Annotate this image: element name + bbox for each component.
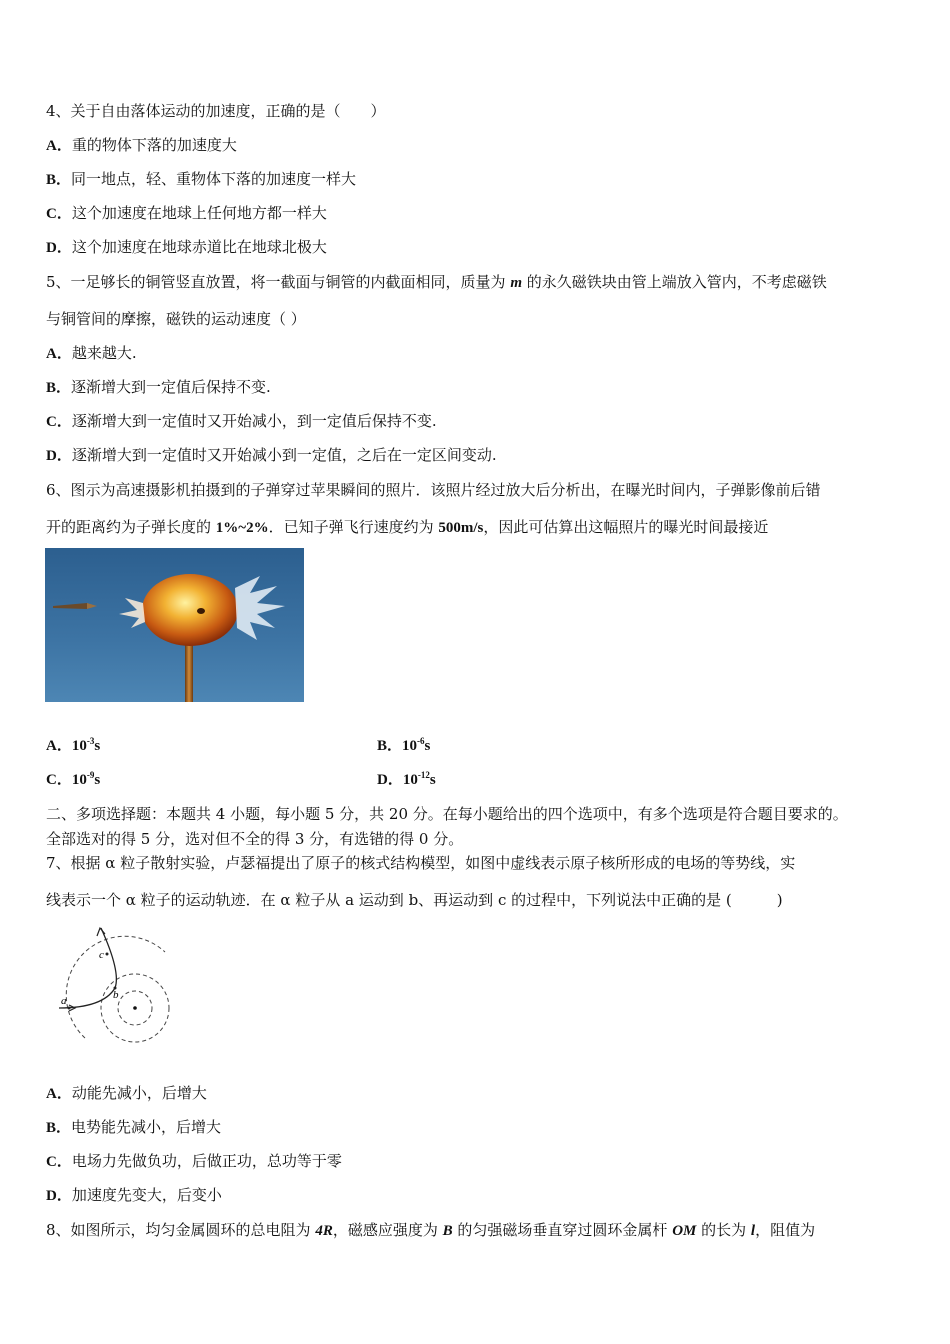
q6-option-b: B．$10^{-6}s$ bbox=[377, 736, 431, 754]
section2-heading-line2: 全部选对的得 5 分，选对但不全的得 3 分，有选错的得 0 分。 bbox=[46, 830, 464, 848]
q7-option-a: A．动能先减小，后增大 bbox=[46, 1084, 207, 1102]
label-b: b bbox=[113, 989, 119, 1001]
point-a bbox=[68, 1007, 71, 1010]
q5-option-b: B．逐渐增大到一定值后保持不变. bbox=[46, 378, 271, 396]
label-c: c bbox=[99, 949, 104, 961]
q4-option-c: C．这个加速度在地球上任何地方都一样大 bbox=[46, 204, 327, 222]
point-c bbox=[106, 953, 109, 956]
bullet-apple-photo bbox=[45, 548, 304, 702]
q6-stem-line1: 6、图示为高速摄影机拍摄到的子弹穿过苹果瞬间的照片．该照片经过放大后分析出，在曝光时间内，子弹影像前后错 bbox=[46, 481, 821, 499]
q5-option-a: A．越来越大. bbox=[46, 344, 137, 362]
q6-option-a: A．$10^{-3}s$ bbox=[46, 736, 101, 754]
q7-option-c: C．电场力先做负功，后做正功，总功等于零 bbox=[46, 1152, 342, 1170]
q7-stem-line2: 线表示一个 α 粒子的运动轨迹．在 α 粒子从 a 运动到 b、再运动到 c 的过程中，下列说法中正确的是 ( ) bbox=[46, 891, 783, 909]
q5-stem-line2: 与铜管间的摩擦，磁铁的运动速度（ ） bbox=[46, 310, 306, 328]
q6-option-c: C．$10^{-9}s$ bbox=[46, 770, 101, 788]
q4-stem: 4、关于自由落体运动的加速度，正确的是（ ） bbox=[46, 102, 386, 120]
q4-option-d: D．这个加速度在地球赤道比在地球北极大 bbox=[46, 238, 327, 256]
q5-option-d: D．逐渐增大到一定值时又开始减小到一定值，之后在一定区间变动. bbox=[46, 446, 497, 464]
q7-stem-line1: 7、根据 α 粒子散射实验，卢瑟福提出了原子的核式结构模型，如图中虚线表示原子核所形成的电场的等势线，实 bbox=[46, 854, 796, 872]
q5-stem-line1: 5、一足够长的铜管竖直放置，将一截面与铜管的内截面相同，质量为 m 的永久磁铁块由管上端放入管内，不考虑磁铁 bbox=[46, 273, 827, 291]
q4-option-b: B．同一地点，轻、重物体下落的加速度一样大 bbox=[46, 170, 357, 188]
q8-stem-line1: 8、如图所示，均匀金属圆环的总电阻为 4R，磁感应强度为 B 的匀强磁场垂直穿过圆环金属杆 OM 的长为 l，阻值为 bbox=[46, 1221, 816, 1239]
q6-option-d: D．$10^{-12}s$ bbox=[377, 770, 436, 788]
q7-option-d: D．加速度先变大，后变小 bbox=[46, 1186, 222, 1204]
q4-option-a: A．重的物体下落的加速度大 bbox=[46, 136, 237, 154]
section2-heading-line1: 二、多项选择题：本题共 4 小题，每小题 5 分，共 20 分。在每小题给出的四个选项中，有多个选项是符合题目要求的。 bbox=[46, 805, 848, 823]
alpha-trajectory bbox=[59, 928, 116, 1008]
nucleus bbox=[133, 1006, 137, 1010]
q7-option-b: B．电势能先减小，后增大 bbox=[46, 1118, 222, 1136]
label-a: a bbox=[61, 995, 67, 1007]
alpha-scattering-diagram bbox=[55, 920, 175, 1050]
q5-option-c: C．逐渐增大到一定值时又开始减小，到一定值后保持不变. bbox=[46, 412, 437, 430]
q6-stem-line2: 开的距离约为子弹长度的 1%~2%．已知子弹飞行速度约为 500m/s，因此可估算出这幅照片的曝光时间最接近 bbox=[46, 518, 769, 536]
